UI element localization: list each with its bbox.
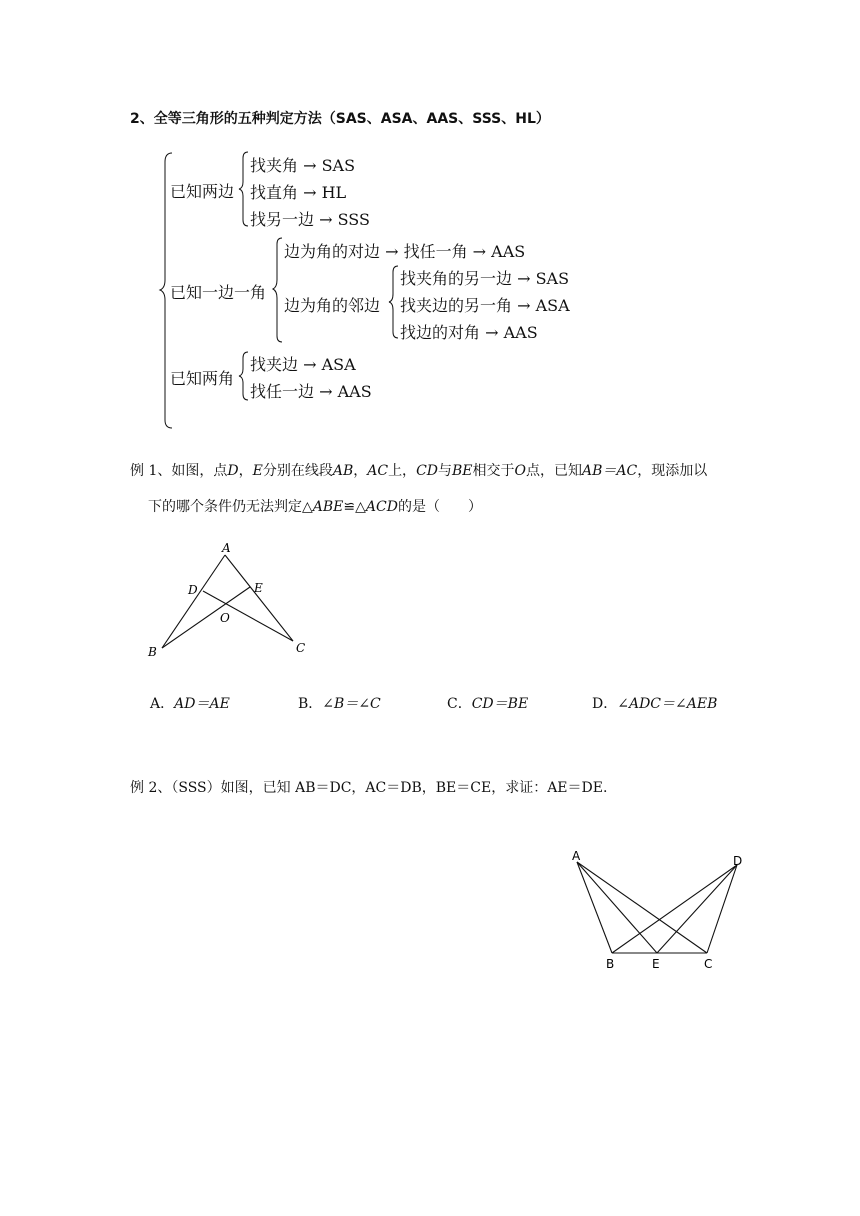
option-a: A．AD＝AE <box>150 696 230 712</box>
item-two-sides-3: 找另一边 → SSS <box>250 210 370 229</box>
label-D: D <box>188 583 198 597</box>
item-two-sides-2: 找直角 → HL <box>250 183 347 202</box>
item-two-angles-2: 找任一边 → AAS <box>250 382 372 401</box>
item-two-sides-1: 找夹角 → SAS <box>250 156 356 175</box>
seg-DE2 <box>657 865 737 953</box>
label-two-angles: 已知两角 <box>170 369 235 388</box>
example2-text: 例 2、（SSS）如图，已知 AB＝DC，AC＝DB，BE＝CE，求证：AE＝DE. <box>130 780 608 796</box>
label-C: C <box>296 641 306 655</box>
label-two-sides: 已知两边 <box>170 182 235 201</box>
seg-AB2 <box>577 862 612 953</box>
item-adjacent-3: 找边的对角 → AAS <box>400 323 538 342</box>
label-adjacent: 边为角的邻边 <box>284 296 381 315</box>
option-b: B．∠B＝∠C <box>298 696 381 712</box>
label-E: E <box>254 581 263 595</box>
label2-D: D <box>733 854 743 868</box>
label-O: O <box>220 611 230 625</box>
seg-AC2 <box>577 862 707 953</box>
section-heading: 2、全等三角形的五种判定方法（SAS、ASA、AAS、SSS、HL） <box>130 111 550 127</box>
option-c: C．CD＝BE <box>447 696 529 712</box>
item-two-angles-1: 找夹边 → ASA <box>250 355 356 374</box>
label2-A: A <box>572 849 581 863</box>
label-side-angle: 已知一边一角 <box>170 283 267 302</box>
example1-line2: 下的哪个条件仍无法判定△ABE≌△ACD的是（ ） <box>148 499 482 515</box>
item-opposite: 边为角的对边 → 找任一角 → AAS <box>284 242 526 261</box>
label2-B: B <box>606 957 615 971</box>
item-adjacent-2: 找夹边的另一角 → ASA <box>400 296 570 315</box>
option-d: D．∠ADC＝∠AEB <box>592 696 718 712</box>
seg-DC2 <box>707 865 737 953</box>
seg-AE2 <box>577 862 657 953</box>
label-B: B <box>148 645 157 659</box>
label2-E: E <box>652 957 660 971</box>
example1-line1: 例 1、如图，点D，E分别在线段AB，AC上，CD与BE相交于O点，已知AB＝AC，现添加以 <box>130 463 708 479</box>
seg-DB2 <box>612 865 737 953</box>
label2-C: C <box>704 957 713 971</box>
item-adjacent-1: 找夹角的另一边 → SAS <box>400 269 570 288</box>
label-A: A <box>222 541 231 555</box>
